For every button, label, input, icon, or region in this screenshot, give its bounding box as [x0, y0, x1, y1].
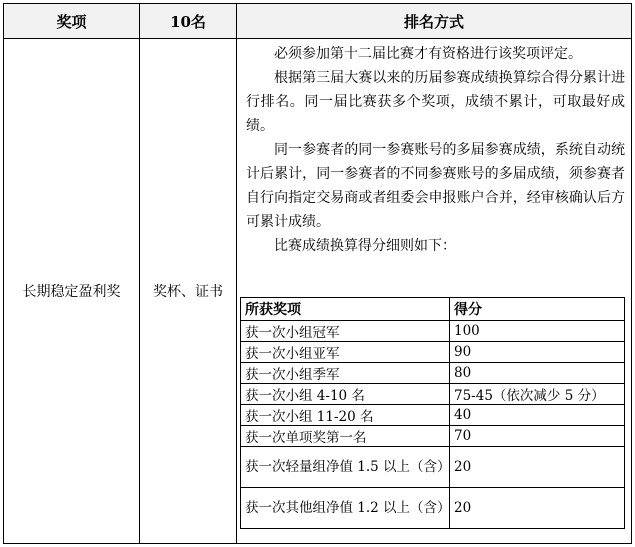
- score-points: 20: [450, 488, 625, 529]
- rule-paragraph: 必须参加第十二届比赛才有资格进行该奖项评定。: [274, 46, 582, 62]
- score-points: 100: [450, 321, 625, 342]
- score-points: 40: [450, 405, 625, 426]
- table-row: [241, 363, 625, 384]
- score-points: 80: [450, 363, 625, 384]
- score-points: 70: [450, 426, 625, 447]
- header-count: 10名: [140, 4, 236, 38]
- score-award: 获一次小组季军: [241, 363, 450, 384]
- score-award: 获一次单项奖第一名: [241, 426, 450, 447]
- ranking-rules: [240, 39, 629, 258]
- score-award: 获一次小组冠军: [241, 321, 450, 342]
- column-divider: [236, 4, 237, 543]
- score-award: 获一次小组 4-10 名: [241, 384, 450, 405]
- score-header-points: 得分: [450, 298, 625, 321]
- prize: 奖杯、证书: [153, 284, 223, 300]
- rule-paragraph: 同一参赛者的同一参赛账号的多届参赛成绩，系统自动统计后累计，同一参赛者的不同参赛账号的多届成绩，须参赛者自行向指定交易商或者组委会申报账户合并，经审核确认后方可累计成绩。: [246, 142, 625, 230]
- score-award: 获一次小组 11-20 名: [241, 405, 450, 426]
- score-points: 75-45（依次减少 5 分）: [450, 384, 625, 405]
- score-award: 获一次小组亚军: [241, 342, 450, 363]
- table-row: [241, 488, 625, 529]
- score-table: [240, 297, 625, 529]
- table-row: [241, 405, 625, 426]
- score-points: 20: [450, 447, 625, 488]
- rule-paragraph: 根据第三届大赛以来的历届参赛成绩换算综合得分累计进行排名。同一届比赛获多个奖项，成绩不累计，可取最好成绩。: [246, 70, 625, 134]
- award-name: 长期稳定盈利奖: [22, 284, 121, 300]
- table-row: [241, 342, 625, 363]
- score-table-header: [241, 298, 625, 321]
- table-row: [241, 384, 625, 405]
- table-row: [241, 321, 625, 342]
- score-header-award: 所获奖项: [241, 298, 450, 321]
- table-row: [241, 447, 625, 488]
- header-ranking-method: 排名方式: [237, 4, 631, 38]
- score-points: 90: [450, 342, 625, 363]
- score-award: 获一次其他组净值 1.2 以上（含）: [241, 488, 450, 529]
- rule-paragraph: 比赛成绩换算得分细则如下：: [274, 238, 456, 254]
- table-row: [241, 426, 625, 447]
- score-award: 获一次轻量组净值 1.5 以上（含）: [241, 447, 450, 488]
- header-award: 奖项: [4, 4, 139, 38]
